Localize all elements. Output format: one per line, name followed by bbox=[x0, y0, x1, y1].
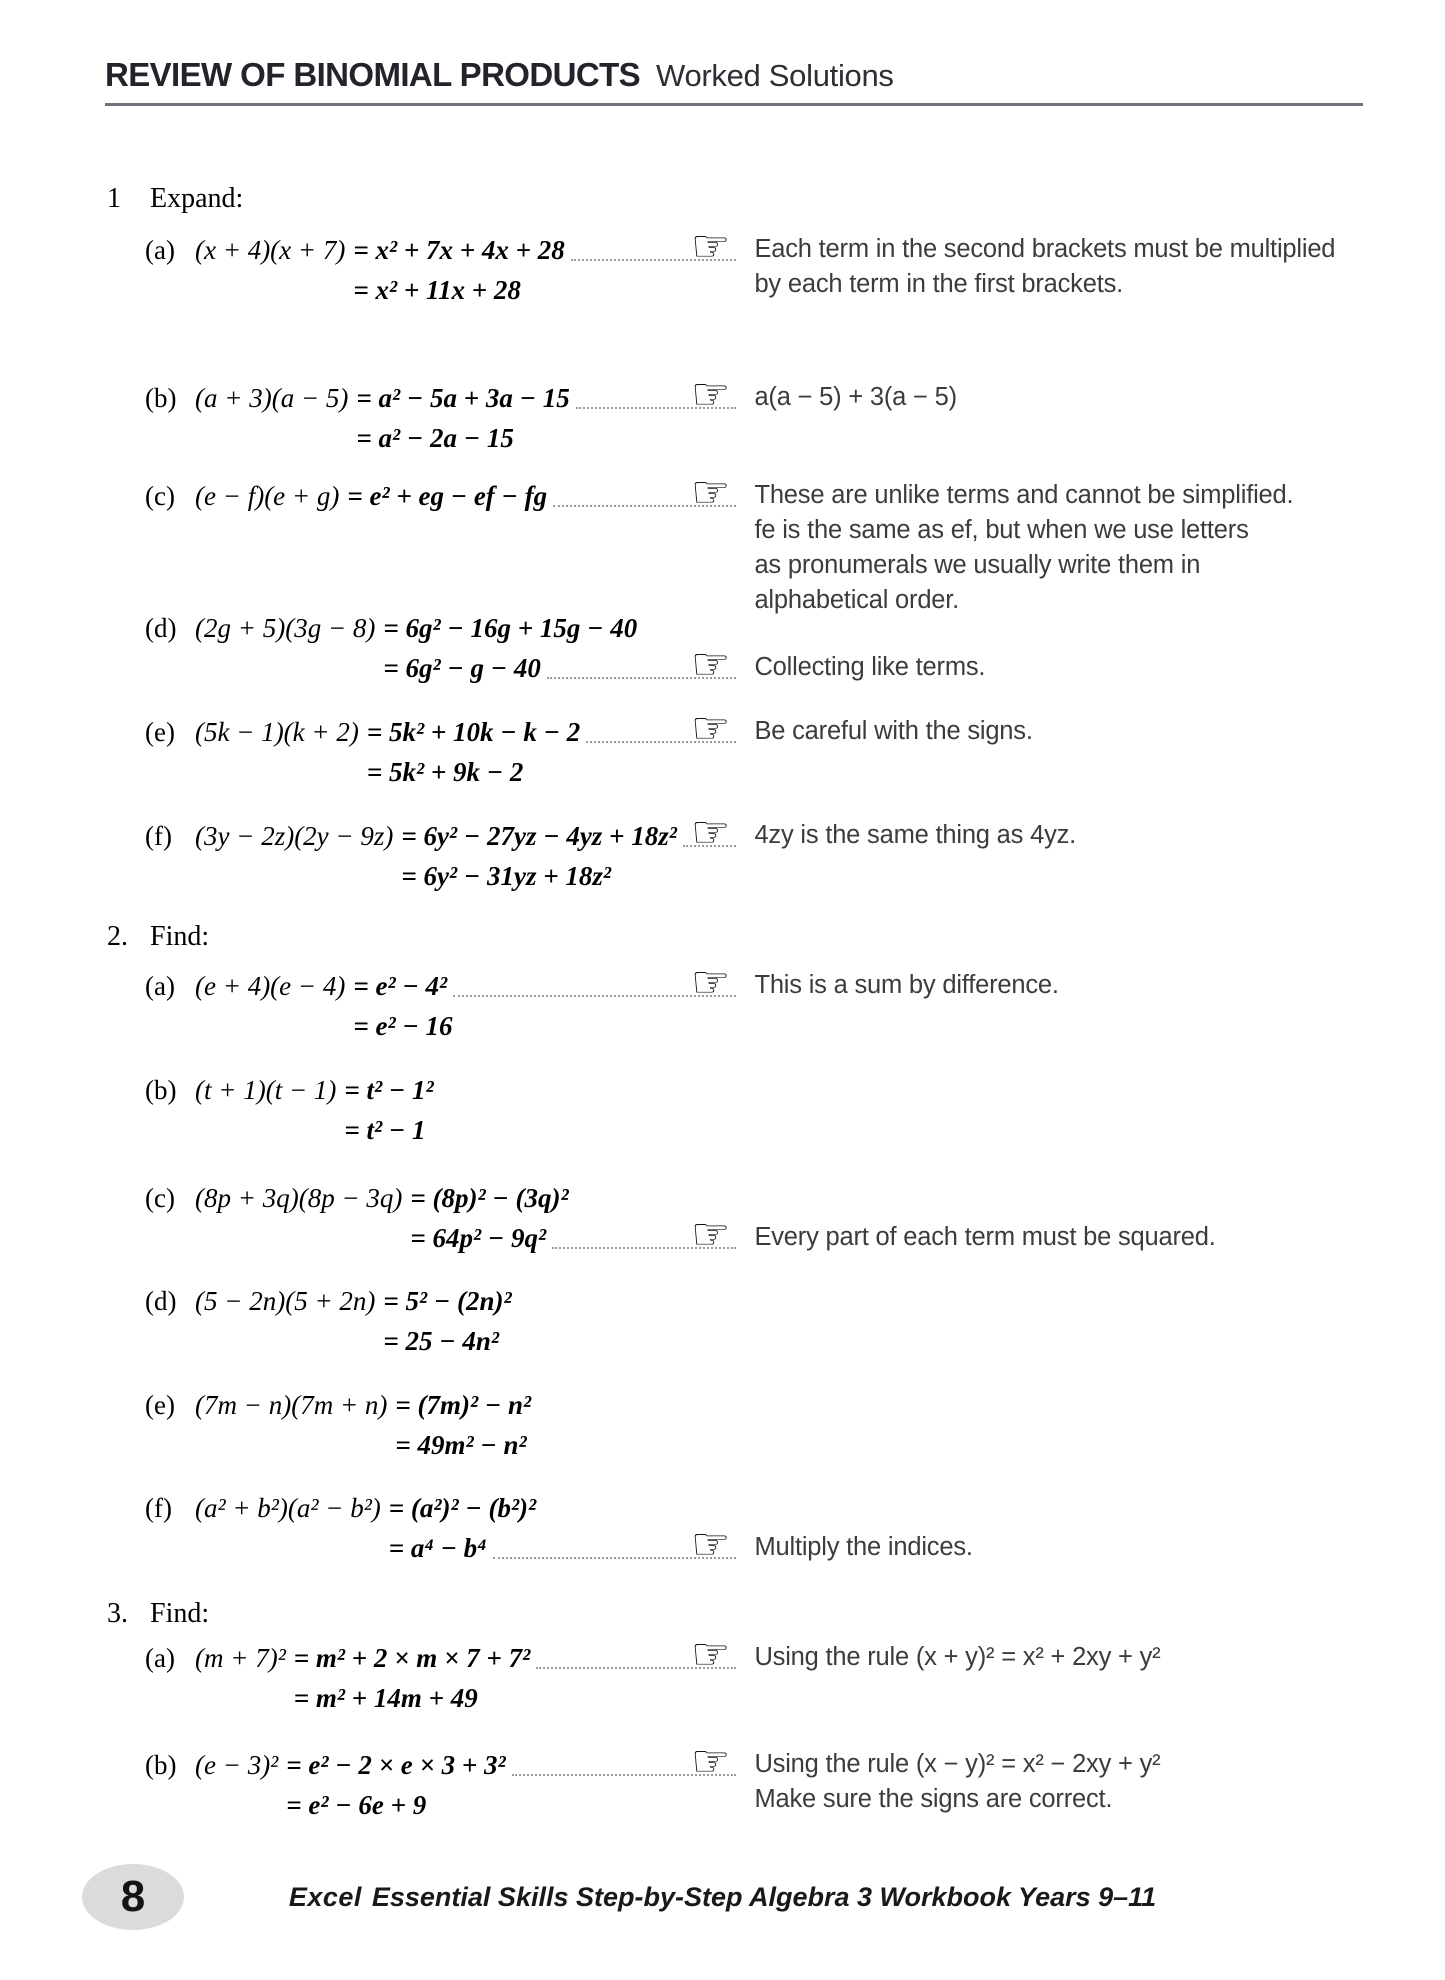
margin-note-1f bbox=[691, 807, 1077, 858]
margin-note-1a bbox=[691, 221, 1336, 302]
footer-text: Essential Skills Step-by-Step Algebra 3 Workbook Years 9–11 bbox=[371, 1882, 1157, 1912]
equation-rhs-2: = 64p² − 9q² bbox=[410, 1223, 547, 1253]
margin-note-3a bbox=[691, 1629, 1161, 1680]
margin-note-1b bbox=[691, 369, 957, 420]
equation-rhs-1: = a² − 5a + 3a − 15 bbox=[356, 383, 570, 413]
page-subtitle: Worked Solutions bbox=[656, 58, 894, 93]
note-line: Each term in the second brackets must be multiplied bbox=[754, 235, 1336, 263]
equation bbox=[195, 703, 740, 792]
pointing-hand-icon: ☞ bbox=[691, 807, 731, 858]
solution-part-1f bbox=[145, 807, 740, 896]
part-label: (a) bbox=[145, 235, 175, 265]
equation-rhs-2: = 6y² − 31yz + 18z² bbox=[401, 861, 611, 891]
solution-part-2a bbox=[145, 957, 740, 1046]
equation-lhs: (7m − n)(7m + n) bbox=[195, 1390, 388, 1420]
part-label: (b) bbox=[145, 383, 177, 413]
note-text bbox=[754, 712, 1032, 749]
note-line: by each term in the first brackets. bbox=[754, 270, 1124, 298]
question-label: Find: bbox=[150, 921, 210, 952]
solution-part-1a bbox=[145, 221, 740, 310]
solution-part-1e bbox=[145, 703, 740, 792]
equation-line-1 bbox=[195, 369, 740, 420]
note-text bbox=[754, 1218, 1215, 1255]
margin-note-2a bbox=[691, 957, 1059, 1008]
margin-note-2c bbox=[691, 1209, 1216, 1260]
equation-lhs: (5k − 1)(k + 2) bbox=[195, 717, 359, 747]
part-label: (a) bbox=[145, 1643, 175, 1673]
equation-rhs-1: = (7m)² − n² bbox=[395, 1390, 532, 1420]
equation-line-1 bbox=[195, 1385, 740, 1425]
margin-note-1d bbox=[691, 639, 986, 690]
margin-note-1e bbox=[691, 703, 1033, 754]
equation-line-2 bbox=[195, 1321, 740, 1361]
equation-line-1 bbox=[195, 957, 740, 1008]
question-number: 1 bbox=[107, 183, 121, 214]
equation-rhs-2: = m² + 14m + 49 bbox=[293, 1683, 478, 1713]
solution-part-1c bbox=[145, 467, 740, 518]
note-text bbox=[754, 1638, 1160, 1675]
note-text bbox=[754, 648, 985, 685]
pointing-hand-icon: ☞ bbox=[691, 1209, 731, 1260]
equation-rhs-2: = a⁴ − b⁴ bbox=[388, 1533, 487, 1563]
solution-part-3a bbox=[145, 1629, 740, 1718]
equation-lhs: (8p + 3q)(8p − 3q) bbox=[195, 1183, 403, 1213]
equation-line-2 bbox=[195, 1110, 740, 1150]
equation-line-2 bbox=[195, 1519, 740, 1570]
equation-line-1 bbox=[195, 467, 740, 518]
equation-lhs: (5 − 2n)(5 + 2n) bbox=[195, 1286, 376, 1316]
note-line: a(a − 5) + 3(a − 5) bbox=[754, 383, 957, 411]
pointing-hand-icon: ☞ bbox=[691, 221, 731, 272]
solution-part-3b bbox=[145, 1736, 740, 1825]
equation-line-2 bbox=[195, 752, 740, 792]
note-text bbox=[754, 816, 1076, 853]
equation bbox=[195, 1488, 740, 1568]
equation-lhs: (3y − 2z)(2y − 9z) bbox=[195, 821, 394, 851]
equation-line-1 bbox=[195, 1281, 740, 1321]
question-label: Expand: bbox=[150, 183, 244, 214]
question-2-heading bbox=[107, 920, 209, 954]
question-label: Find: bbox=[150, 1598, 210, 1629]
equation-rhs-2: = x² + 11x + 28 bbox=[353, 275, 521, 305]
question-number: 2. bbox=[107, 921, 128, 952]
equation-rhs-1: = e² − 2 × e × 3 + 3² bbox=[286, 1750, 506, 1780]
equation-line-1 bbox=[195, 807, 740, 858]
note-text bbox=[754, 378, 956, 415]
solution-part-1b bbox=[145, 369, 740, 458]
pointing-hand-icon: ☞ bbox=[691, 639, 731, 690]
note-text bbox=[754, 476, 1293, 618]
part-label: (f) bbox=[145, 821, 172, 851]
pointing-hand-icon: ☞ bbox=[691, 1736, 731, 1787]
note-line: These are unlike terms and cannot be simplified. bbox=[754, 481, 1294, 509]
note-line: 4zy is the same thing as 4yz. bbox=[754, 821, 1077, 849]
equation bbox=[195, 1385, 740, 1465]
footer-brand: Excel bbox=[288, 1882, 362, 1912]
equation-lhs: (a + 3)(a − 5) bbox=[195, 383, 349, 413]
equation-rhs-1: = e² − 4² bbox=[353, 971, 448, 1001]
equation-lhs: (m + 7)² bbox=[195, 1643, 286, 1673]
part-label: (f) bbox=[145, 1493, 172, 1523]
note-line: Every part of each term must be squared. bbox=[754, 1223, 1216, 1251]
solution-part-2f bbox=[145, 1488, 740, 1568]
part-label: (e) bbox=[145, 1390, 175, 1420]
page-number: 8 bbox=[120, 1872, 146, 1921]
part-label: (c) bbox=[145, 481, 175, 511]
pointing-hand-icon: ☞ bbox=[691, 1629, 731, 1680]
equation-line-1 bbox=[195, 1488, 740, 1528]
equation-line-2 bbox=[195, 1425, 740, 1465]
note-line: alphabetical order. bbox=[754, 586, 960, 614]
question-3-heading bbox=[107, 1597, 209, 1631]
equation-line-2 bbox=[195, 639, 740, 690]
equation-lhs: (a² + b²)(a² − b²) bbox=[195, 1493, 381, 1523]
equation-rhs-1: = t² − 1² bbox=[344, 1075, 434, 1105]
equation-lhs: (e − 3)² bbox=[195, 1750, 279, 1780]
solution-part-2d bbox=[145, 1281, 740, 1361]
equation-line-1 bbox=[195, 703, 740, 754]
equation-line-1 bbox=[195, 1070, 740, 1110]
note-text bbox=[754, 1745, 1160, 1817]
equation bbox=[195, 957, 740, 1046]
equation-line-1 bbox=[195, 1178, 740, 1218]
equation-line-2 bbox=[195, 270, 740, 310]
equation-line-2 bbox=[195, 418, 740, 458]
pointing-hand-icon: ☞ bbox=[691, 703, 731, 754]
margin-note-1c bbox=[691, 467, 1294, 618]
equation-line-1 bbox=[195, 608, 740, 648]
equation-line-1 bbox=[195, 221, 740, 272]
equation-rhs-2: = 5k² + 9k − 2 bbox=[366, 757, 524, 787]
equation-rhs-1: = 5k² + 10k − k − 2 bbox=[366, 717, 581, 747]
note-line: This is a sum by difference. bbox=[754, 971, 1059, 999]
equation bbox=[195, 369, 740, 458]
equation-rhs-2: = 49m² − n² bbox=[395, 1430, 527, 1460]
equation-rhs-2: = e² − 6e + 9 bbox=[286, 1790, 427, 1820]
equation bbox=[195, 467, 740, 518]
equation-line-1 bbox=[195, 1736, 740, 1787]
header-rule bbox=[105, 103, 1363, 106]
solution-part-2b bbox=[145, 1070, 740, 1150]
part-label: (d) bbox=[145, 1286, 177, 1316]
equation-rhs-1: = x² + 7x + 4x + 28 bbox=[353, 235, 565, 265]
equation-rhs-2: = t² − 1 bbox=[344, 1115, 426, 1145]
part-label: (e) bbox=[145, 717, 175, 747]
note-line: Make sure the signs are correct. bbox=[754, 1785, 1113, 1813]
equation bbox=[195, 221, 740, 310]
equation-rhs-1: = 6y² − 27yz − 4yz + 18z² bbox=[401, 821, 677, 851]
equation-lhs: (e − f)(e + g) bbox=[195, 481, 340, 511]
equation-rhs-1: = 5² − (2n)² bbox=[383, 1286, 512, 1316]
question-number: 3. bbox=[107, 1598, 128, 1629]
solution-part-2c bbox=[145, 1178, 740, 1258]
part-label: (a) bbox=[145, 971, 175, 1001]
equation-rhs-1: = e² + eg − ef − fg bbox=[347, 481, 548, 511]
equation bbox=[195, 608, 740, 688]
equation bbox=[195, 1070, 740, 1150]
equation-line-2 bbox=[195, 856, 740, 896]
equation-lhs: (x + 4)(x + 7) bbox=[195, 235, 346, 265]
note-line: fe is the same as ef, but when we use letters bbox=[754, 516, 1249, 544]
solution-part-2e bbox=[145, 1385, 740, 1465]
note-line: as pronumerals we usually write them in bbox=[754, 551, 1201, 579]
part-label: (b) bbox=[145, 1075, 177, 1105]
margin-note-3b bbox=[691, 1736, 1161, 1817]
note-line: Using the rule (x − y)² = x² − 2xy + y² bbox=[754, 1750, 1161, 1778]
equation-rhs-2: = 6g² − g − 40 bbox=[383, 653, 541, 683]
part-label: (c) bbox=[145, 1183, 175, 1213]
pointing-hand-icon: ☞ bbox=[691, 369, 731, 420]
equation bbox=[195, 807, 740, 896]
equation-rhs-1: = (8p)² − (3q)² bbox=[410, 1183, 569, 1213]
note-text bbox=[754, 1528, 972, 1565]
question-1-heading bbox=[107, 182, 243, 216]
note-text bbox=[754, 966, 1058, 1003]
page-header bbox=[105, 56, 894, 94]
equation-line-2 bbox=[195, 1785, 740, 1825]
note-line: Collecting like terms. bbox=[754, 653, 986, 681]
note-line: Multiply the indices. bbox=[754, 1533, 973, 1561]
part-label: (b) bbox=[145, 1750, 177, 1780]
footer-title bbox=[0, 1882, 1445, 1913]
note-text bbox=[754, 230, 1335, 302]
equation-rhs-2: = a² − 2a − 15 bbox=[356, 423, 514, 453]
note-line: Be careful with the signs. bbox=[754, 717, 1033, 745]
margin-note-2f bbox=[691, 1519, 973, 1570]
equation-line-2 bbox=[195, 1678, 740, 1718]
equation bbox=[195, 1178, 740, 1258]
equation bbox=[195, 1629, 740, 1718]
equation bbox=[195, 1281, 740, 1361]
equation-lhs: (t + 1)(t − 1) bbox=[195, 1075, 337, 1105]
equation-lhs: (e + 4)(e − 4) bbox=[195, 971, 346, 1001]
note-line: Using the rule (x + y)² = x² + 2xy + y² bbox=[754, 1643, 1161, 1671]
equation-lhs: (2g + 5)(3g − 8) bbox=[195, 613, 376, 643]
equation-line-1 bbox=[195, 1629, 740, 1680]
pointing-hand-icon: ☞ bbox=[691, 1519, 731, 1570]
solution-part-1d bbox=[145, 608, 740, 688]
page-title: REVIEW OF BINOMIAL PRODUCTS bbox=[105, 56, 641, 93]
equation-rhs-1: = (a²)² − (b²)² bbox=[388, 1493, 537, 1523]
part-label: (d) bbox=[145, 613, 177, 643]
pointing-hand-icon: ☞ bbox=[691, 467, 731, 518]
equation-rhs-1: = m² + 2 × m × 7 + 7² bbox=[293, 1643, 531, 1673]
equation-rhs-2: = e² − 16 bbox=[353, 1011, 453, 1041]
equation-rhs-1: = 6g² − 16g + 15g − 40 bbox=[383, 613, 638, 643]
equation-line-2 bbox=[195, 1209, 740, 1260]
equation-rhs-2: = 25 − 4n² bbox=[383, 1326, 500, 1356]
pointing-hand-icon: ☞ bbox=[691, 957, 731, 1008]
equation bbox=[195, 1736, 740, 1825]
equation-line-2 bbox=[195, 1006, 740, 1046]
